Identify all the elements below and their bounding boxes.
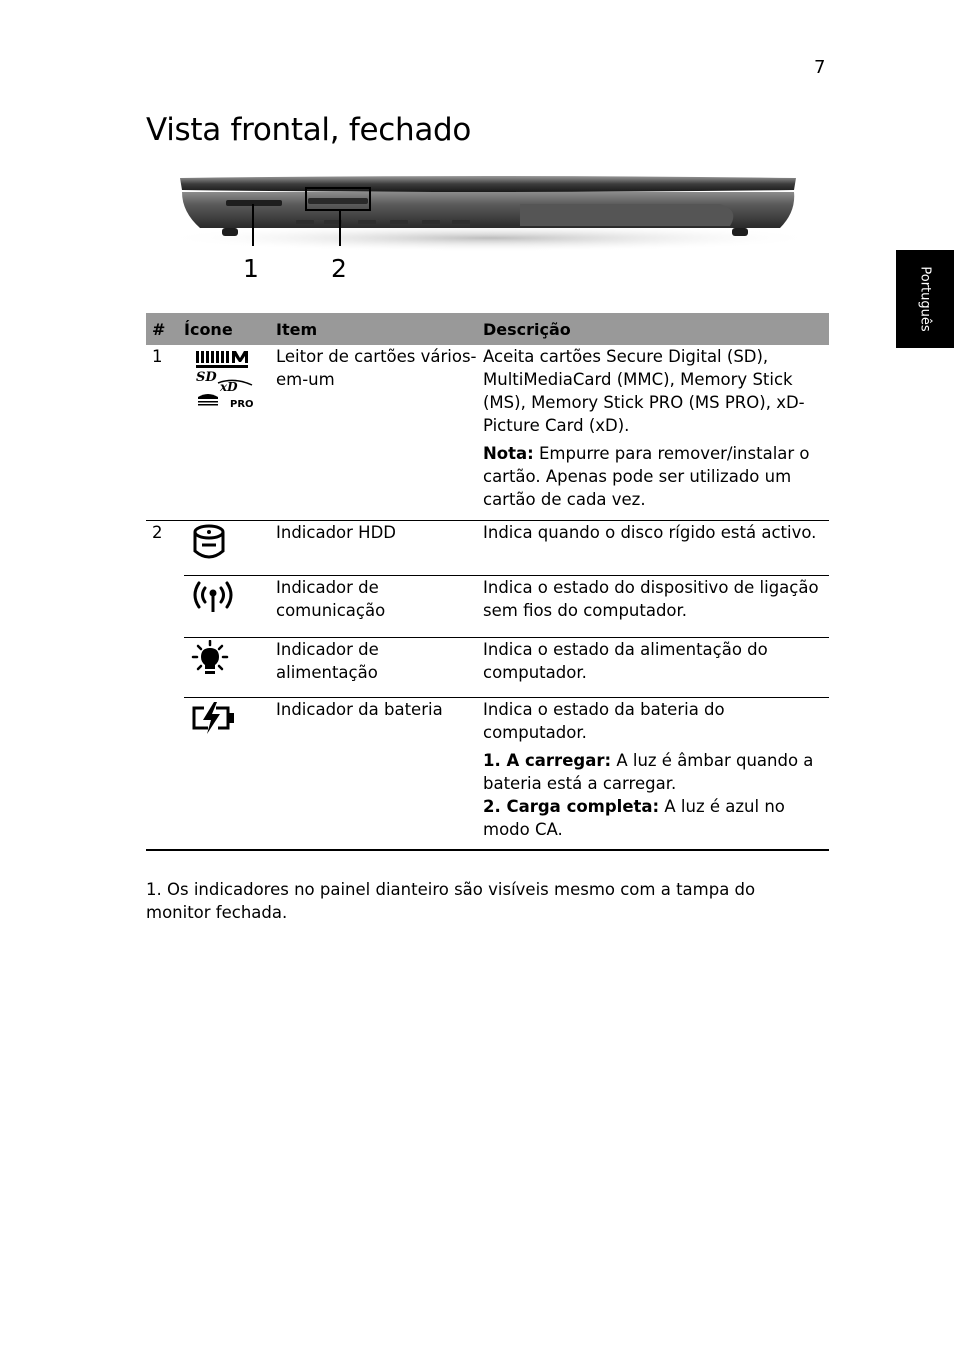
row-desc: Indica o estado da bateria do computador.	[483, 699, 725, 742]
table-row	[146, 520, 829, 575]
language-tab	[896, 250, 954, 348]
laptop-front-illustration	[160, 168, 820, 288]
row-num	[146, 575, 184, 637]
table-row	[146, 575, 829, 637]
header-num: #	[146, 313, 184, 345]
full-charge-label: 2. Carga completa:	[483, 796, 660, 816]
row-num	[146, 697, 184, 850]
table-row	[146, 637, 829, 697]
svg-text:xD: xD	[220, 380, 238, 394]
table-row	[146, 697, 829, 850]
note-text: Empurre para remover/instalar o cartão. Apenas pode ser utilizado um cartão de cada vez.	[483, 444, 810, 509]
footnote: 1. Os indicadores no painel dianteiro são visíveis mesmo com a tampa do monitor fechada.	[146, 880, 756, 922]
header-desc: Descrição	[483, 313, 829, 345]
row-note	[483, 442, 829, 511]
row-item: Leitor de cartões vários-em-um	[276, 345, 483, 520]
power-icon	[190, 640, 230, 678]
row-num: 2	[152, 522, 163, 542]
laptop-lid	[180, 176, 796, 192]
laptop-shadow	[160, 224, 820, 252]
charging-state	[483, 749, 829, 795]
full-charge-state	[483, 795, 829, 841]
front-bay	[520, 204, 733, 226]
table-row	[146, 345, 829, 520]
row-desc: Indica quando o disco rígido está activo.	[483, 520, 829, 575]
svg-text:SD: SD	[196, 370, 217, 385]
row-desc: Aceita cartões Secure Digital (SD), MultiMediaCard (MMC), Memory Stick (MS), Memory Stick PRO (MS PRO), xD-Picture Card (xD).	[483, 347, 805, 435]
row-desc: Indica o estado do dispositivo de ligação sem fios do computador.	[483, 575, 829, 637]
row-num	[146, 637, 184, 697]
spec-table	[146, 313, 829, 851]
row-desc: Indica o estado da alimentação do computador.	[483, 637, 829, 697]
page-number: 7	[814, 57, 826, 78]
hdd-icon	[190, 523, 230, 561]
card-reader-logos-icon	[190, 347, 260, 413]
charging-label: 1. A carregar:	[483, 750, 612, 770]
table-header-row	[146, 313, 829, 345]
callout-label-2: 2	[331, 254, 347, 283]
wireless-icon	[190, 578, 236, 616]
row-item: Indicador de alimentação	[276, 637, 483, 697]
right-foot	[732, 228, 748, 236]
row-item: Indicador HDD	[276, 520, 483, 575]
header-item: Item	[276, 313, 483, 345]
row-item: Indicador da bateria	[276, 697, 483, 850]
header-icon: Ícone	[184, 313, 276, 345]
row-item: Indicador de comunicação	[276, 575, 483, 637]
left-foot	[222, 228, 238, 236]
page-title: Vista frontal, fechado	[146, 112, 472, 148]
note-label: Nota:	[483, 444, 534, 463]
language-tab-label: Português	[917, 266, 933, 332]
svg-text:PRO: PRO	[230, 399, 254, 410]
callout-label-1: 1	[243, 254, 259, 283]
full-charge-text: A luz é azul no modo CA.	[483, 796, 785, 839]
battery-icon	[190, 700, 238, 736]
row-num: 1	[146, 345, 184, 520]
charging-text: A luz é âmbar quando a bateria está a carregar.	[483, 750, 814, 793]
indicator-strip	[308, 198, 368, 204]
